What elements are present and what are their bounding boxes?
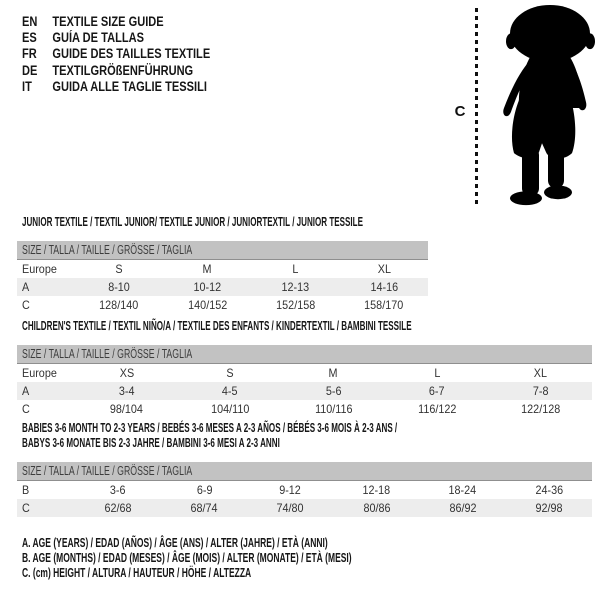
column-header-cell: [252, 260, 340, 279]
language-code: IT: [22, 78, 32, 94]
value-cell: [178, 400, 281, 418]
language-code: FR: [22, 46, 37, 62]
baby-height-figure: [448, 0, 600, 215]
size-header-cell: [17, 241, 428, 260]
value-text: 74/80: [276, 501, 304, 515]
value-text: 140/152: [187, 298, 227, 312]
value-cell: [75, 296, 163, 314]
columns-row: [17, 364, 592, 383]
column-header-text: M: [202, 262, 212, 276]
row-label-text: A: [22, 280, 30, 294]
table-title-line: BABYS 3-6 MONATE BIS 2-3 JAHRE / BAMBINI 3-6 MESI A 2-3 ANNI: [22, 435, 280, 450]
legend-note: C. (cm) HEIGHT / ALTURA / HAUTEUR / HÖHE / ALTEZZA: [22, 566, 252, 581]
column-header-cell: [385, 364, 488, 383]
children-table-section: [17, 318, 592, 418]
column-header-cell: [75, 364, 178, 383]
size-header-cell: [17, 462, 592, 481]
value-text: 62/68: [104, 501, 132, 515]
value-cell: [506, 481, 592, 500]
value-cell: [178, 382, 281, 400]
legend-notes: [22, 536, 507, 582]
legend-note: A. AGE (YEARS) / EDAD (AÑOS) / ÂGE (ANS) / ALTER (JAHRE) / ETÀ (ANNI): [22, 536, 328, 550]
value-cell: [252, 296, 340, 314]
value-cell: [75, 278, 163, 296]
value-text: 24-36: [535, 483, 563, 497]
size-header-text: SIZE / TALLA / TAILLE / GRÖSSE / TAGLIA: [22, 464, 193, 478]
language-row: [22, 46, 210, 62]
language-title: TEXTILGRÖßENFÜHRUNG: [52, 62, 194, 78]
height-measure-label: C: [454, 103, 466, 120]
size-header-row: [17, 241, 428, 260]
value-text: 152/158: [276, 298, 316, 312]
table-title-line: CHILDREN'S TEXTILE / TEXTIL NIÑO/A / TEXTILE DES ENFANTS / KINDERTEXTIL / BAMBINI TESSILE: [22, 318, 412, 333]
row-label-text: A: [22, 384, 30, 398]
language-title: GUÍA DE TALLAS: [52, 30, 144, 46]
language-row: [22, 30, 210, 46]
value-cell: [506, 499, 592, 517]
value-cell: [75, 400, 178, 418]
value-text: 98/104: [110, 402, 144, 416]
value-cell: [340, 296, 428, 314]
column-header-text: Europe: [22, 366, 57, 380]
babies-size-table: [17, 462, 592, 517]
value-cell: [340, 278, 428, 296]
value-text: 122/128: [520, 402, 560, 416]
row-label-cell: [17, 278, 75, 296]
row-label-cell: [17, 400, 75, 418]
value-cell: [163, 278, 251, 296]
column-header-text: M: [328, 366, 338, 380]
value-cell: [489, 382, 592, 400]
language-row: [22, 79, 210, 95]
column-header-cell: [17, 364, 75, 383]
table-title: [22, 420, 592, 450]
junior-table-section: [17, 214, 428, 314]
data-row: [17, 278, 428, 296]
column-header-cell: [75, 260, 163, 279]
table-title: [22, 214, 428, 229]
value-cell: [75, 499, 161, 517]
size-header-row: [17, 345, 592, 364]
value-cell: [161, 481, 247, 500]
language-title: GUIDA ALLE TAGLIE TESSILI: [52, 78, 207, 94]
language-row: [22, 63, 210, 79]
column-header-cell: [489, 364, 592, 383]
junior-size-table: [17, 241, 428, 314]
size-header-row: [17, 462, 592, 481]
size-header-text: SIZE / TALLA / TAILLE / GRÖSSE / TAGLIA: [22, 347, 193, 361]
value-cell: [333, 481, 419, 500]
value-text: 3-6: [110, 483, 126, 497]
value-text: 110/116: [314, 402, 353, 416]
language-code: EN: [22, 14, 38, 29]
data-row: [17, 400, 592, 418]
value-text: 158/170: [364, 298, 404, 312]
row-label-text: B: [22, 483, 30, 497]
value-text: 8-10: [108, 280, 130, 294]
column-header-text: L: [292, 262, 299, 276]
column-header-text: L: [433, 366, 440, 380]
legend-note: B. AGE (MONTHS) / EDAD (MESES) / ÂGE (MOIS) / ALTER (MONATE) / ETÀ (MESI): [22, 551, 352, 566]
language-code: ES: [22, 30, 37, 46]
data-row: [17, 481, 592, 500]
value-cell: [252, 278, 340, 296]
table-title-line: JUNIOR TEXTILE / TEXTIL JUNIOR/ TEXTILE JUNIOR / JUNIORTEXTIL / JUNIOR TESSILE: [22, 214, 363, 229]
column-header-text: S: [226, 366, 234, 380]
babies-table-section: [17, 420, 592, 517]
row-label-cell: [17, 481, 75, 500]
row-label-text: C: [22, 402, 30, 416]
value-text: 5-6: [325, 384, 342, 398]
size-header-text: SIZE / TALLA / TAILLE / GRÖSSE / TAGLIA: [22, 243, 193, 257]
value-text: 128/140: [99, 298, 139, 312]
value-cell: [161, 499, 247, 517]
value-text: 7-8: [532, 384, 549, 398]
column-header-text: XL: [377, 262, 391, 276]
value-text: 104/110: [210, 402, 250, 416]
column-header-cell: [17, 260, 75, 279]
row-label-text: C: [22, 501, 30, 515]
value-cell: [247, 499, 333, 517]
column-header-text: XL: [533, 366, 547, 380]
column-header-cell: [340, 260, 428, 279]
table-title-line: BABIES 3-6 MONTH TO 2-3 YEARS / BEBÉS 3-6 MESES A 2-3 AÑOS / BÉBÉS 3-6 MOIS À 2-3 ANS /: [22, 420, 398, 435]
column-header-text: S: [115, 262, 123, 276]
column-header-cell: [163, 260, 251, 279]
column-header-cell: [178, 364, 281, 383]
language-title-list: [22, 14, 252, 95]
value-text: 6-7: [429, 384, 445, 398]
data-row: [17, 382, 592, 400]
value-cell: [420, 481, 506, 500]
value-text: 80/86: [363, 501, 391, 515]
value-cell: [75, 481, 161, 500]
value-cell: [247, 481, 333, 500]
row-label-cell: [17, 382, 75, 400]
value-text: 10-12: [193, 280, 222, 294]
value-text: 18-24: [448, 483, 477, 497]
value-text: 12-18: [362, 483, 391, 497]
column-header-text: XS: [119, 366, 134, 380]
value-text: 3-4: [118, 384, 135, 398]
row-label-cell: [17, 499, 75, 517]
data-row: [17, 499, 592, 517]
value-text: 14-16: [370, 280, 398, 294]
value-text: 68/74: [190, 501, 218, 515]
value-cell: [420, 499, 506, 517]
language-title: GUIDE DES TAILLES TEXTILE: [52, 46, 211, 62]
value-text: 92/98: [535, 501, 563, 515]
column-header-text: Europe: [22, 262, 57, 276]
column-header-cell: [282, 364, 385, 383]
data-row: [17, 296, 428, 314]
size-header-cell: [17, 345, 592, 364]
children-size-table: [17, 345, 592, 418]
value-cell: [489, 400, 592, 418]
language-title: TEXTILE SIZE GUIDE: [52, 14, 164, 29]
value-text: 86/92: [449, 501, 477, 515]
value-cell: [75, 382, 178, 400]
row-label-cell: [17, 296, 75, 314]
value-cell: [163, 296, 251, 314]
table-title: [22, 318, 592, 333]
value-cell: [282, 382, 385, 400]
value-text: 116/122: [417, 402, 456, 416]
value-text: 12-13: [281, 280, 310, 294]
language-row: [22, 14, 210, 30]
value-text: 4-5: [222, 384, 238, 398]
baby-silhouette-icon: [478, 4, 596, 210]
value-cell: [385, 400, 488, 418]
value-cell: [333, 499, 419, 517]
value-text: 6-9: [196, 483, 213, 497]
row-label-text: C: [22, 298, 30, 312]
value-cell: [282, 400, 385, 418]
value-text: 9-12: [279, 483, 302, 497]
language-code: DE: [22, 62, 38, 78]
value-cell: [385, 382, 488, 400]
columns-row: [17, 260, 428, 279]
